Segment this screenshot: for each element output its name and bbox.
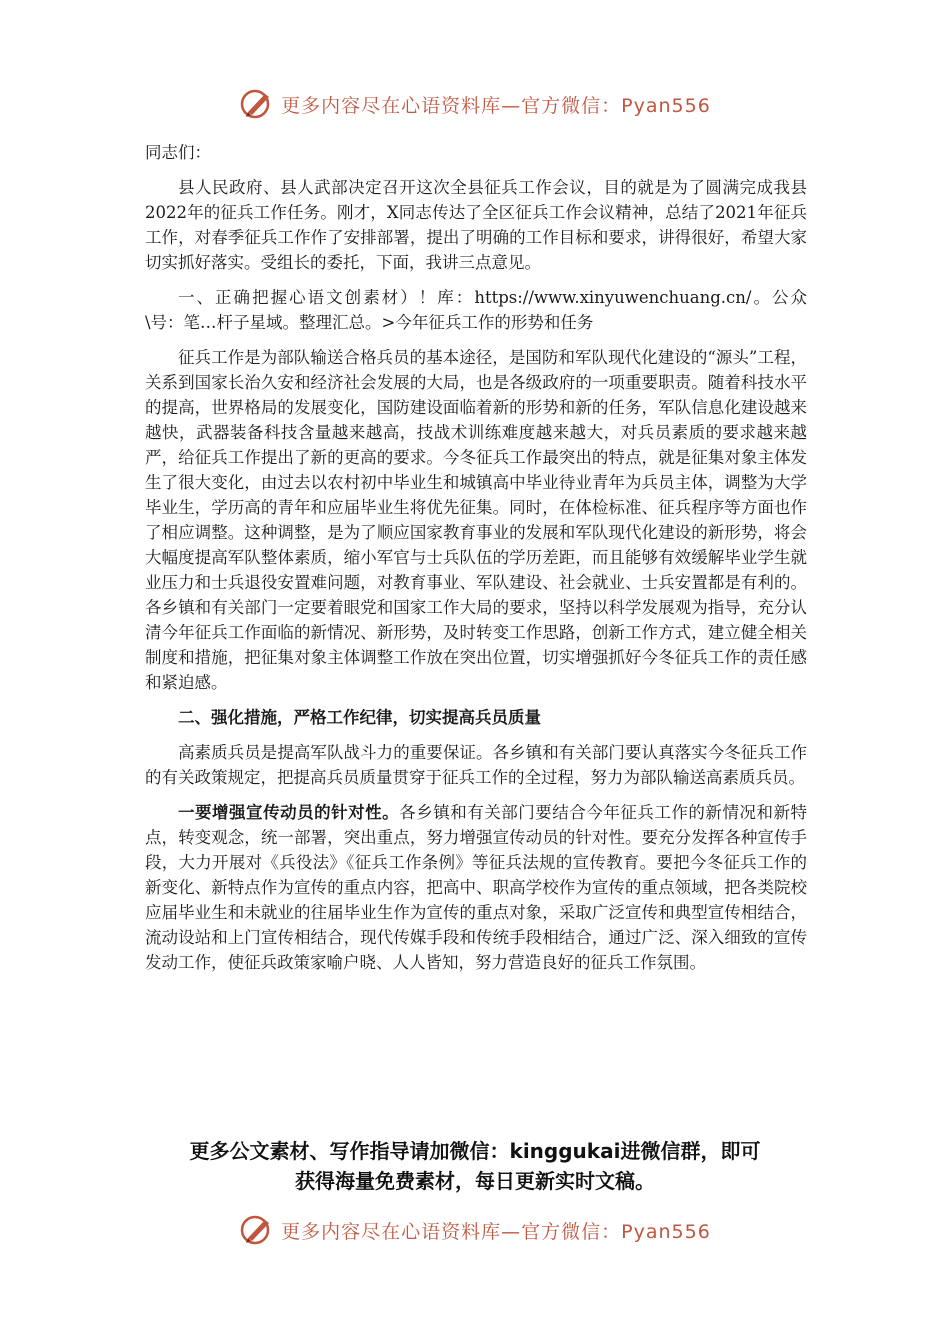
- header-watermark: [0, 84, 950, 124]
- section1-heading: 一、正确把握心语文创素材）！库：https://www.xinyuwenchuang.cn/。公众\号：笔…杆子星域。整理汇总。>今年征兵工作的形势和任务: [145, 288, 807, 332]
- footer-watermark-text: 更多内容尽在心语资料库—官方微信：Pyan556: [281, 1220, 711, 1243]
- pen-logo-icon: [239, 86, 275, 122]
- header-watermark-text: 更多内容尽在心语资料库—官方微信：Pyan556: [281, 94, 711, 117]
- section2-intro-paragraph: 高素质兵员是提高军队战斗力的重要保证。各乡镇和有关部门要认真落实今冬征兵工作的有关政策规定，把提高兵员质量贯穿于征兵工作的全过程，努力为部队输送高素质兵员。: [145, 743, 807, 787]
- point1-lead: 一要增强宣传动员的针对性。: [178, 803, 400, 822]
- promo-line-1: 更多公文素材、写作指导请加微信：kinggukai进微信群，即可: [189, 1139, 761, 1163]
- section1-paragraph: 征兵工作是为部队输送合格兵员的基本途径，是国防和军队现代化建设的“源头”工程，关系到国家长治久安和经济社会发展的大局，也是各级政府的一项重要职责。随着科技水平的提高，世界格局的发展变化，国防建设面临着新的形势和新的任务，军队信息化建设越来越快，武器装备科技含量越来越高，技战术训练难度越来越大，对兵员素质的要求越来越严，给征兵工作提出了新的更高的要求。今冬征兵工作最突出的特点，就是征集对象主体发生了很大变化，由过去以农村初中毕业生和城镇高中毕业待业青年为兵员主体，调整为大学毕业生，学历高的青年和应届毕业生将优先征集。同时，在体检标准、征兵程序等方面也作了相应调整。这种调整，是为了顺应国家教育事业的发展和军队现代化建设的新形势，将会大幅度提高军队整体素质，缩小军官与士兵队伍的学历差距，而且能够有效缓解毕业学生就业压力和士兵退役安置难问题，对教育事业、军队建设、社会就业、士兵安置都是有利的。各乡镇和有关部门一定要着眼党和国家工作大局的要求，坚持以科学发展观为指导，充分认清今年征兵工作面临的新情况、新形势，及时转变工作思路，创新工作方式，建立健全相关制度和措施，把征集对象主体调整工作放在突出位置，切实增强抓好今冬征兵工作的责任感和紧迫感。: [145, 348, 807, 692]
- promo-notice: [100, 1136, 850, 1196]
- footer-watermark: [0, 1210, 950, 1250]
- promo-line-2: 获得海量免费素材，每日更新实时文稿。: [295, 1169, 655, 1193]
- point1-paragraph: [145, 800, 807, 975]
- section2-heading: 二、强化措施，严格工作纪律，切实提高兵员质量: [178, 708, 541, 727]
- intro-paragraph: 县人民政府、县人武部决定召开这次全县征兵工作会议，目的就是为了圆满完成我县2022年的征兵工作任务。刚才，X同志传达了全区征兵工作会议精神，总结了2021年征兵工作，对春季征兵工作作了安排部署，提出了明确的工作目标和要求，讲得很好，希望大家切实抓好落实。受组长的委托，下面，我讲三点意见。: [145, 178, 807, 272]
- salutation: 同志们：: [145, 143, 211, 162]
- pen-logo-icon: [239, 1212, 275, 1248]
- document-body: [145, 140, 807, 975]
- point1-body: 各乡镇和有关部门要结合今年征兵工作的新情况和新特点，转变观念，统一部署，突出重点，努力增强宣传动员的针对性。要充分发挥各种宣传手段，大力开展对《兵役法》《征兵工作条例》等征兵法规的宣传教育。要把今冬征兵工作的新变化、新特点作为宣传的重点内容，把高中、职高学校作为宣传的重点领域，把各类院校应届毕业生和未就业的往届毕业生作为宣传的重点对象，采取广泛宣传和典型宣传相结合，流动设站和上门宣传相结合，现代传媒手段和传统手段相结合，通过广泛、深入细致的宣传发动工作，使征兵政策家喻户晓、人人皆知，努力营造良好的征兵工作氛围。: [145, 803, 808, 972]
